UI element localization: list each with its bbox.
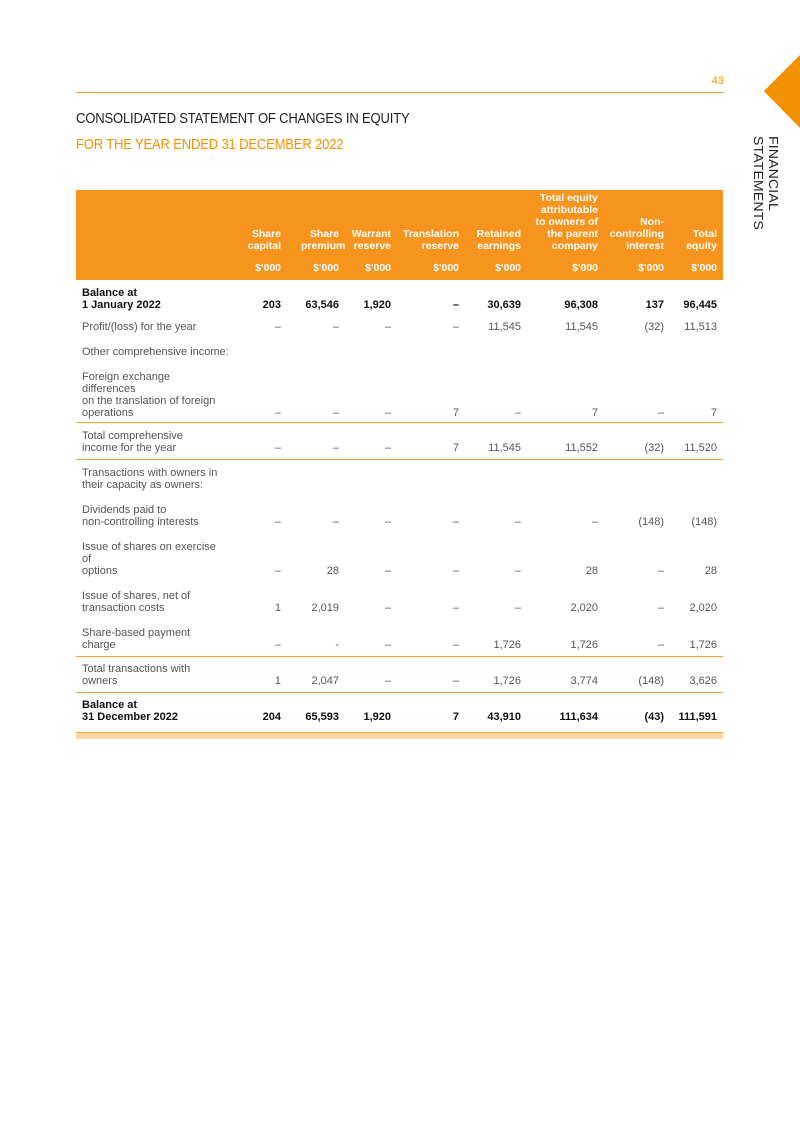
cell: (148) <box>604 657 670 693</box>
cell: 28 <box>585 565 598 577</box>
cell: 7 <box>670 361 723 423</box>
cell: – <box>514 565 521 577</box>
cell: 2,047 <box>287 657 345 693</box>
cell: 28 <box>704 565 717 577</box>
cell: – <box>332 321 339 333</box>
cell: – <box>465 361 527 423</box>
table-row-opening-balance <box>76 280 723 314</box>
header-share-premium: Share premium <box>287 190 345 256</box>
table-row-share-based-payment <box>76 617 723 657</box>
cell: – <box>274 516 281 528</box>
row-label: Balance at 31 December 2022 <box>82 699 179 723</box>
cell: – <box>452 565 459 577</box>
cell: 11,545 <box>465 423 527 460</box>
unit: $'000 <box>397 256 465 280</box>
cell: 7 <box>452 711 459 723</box>
cell: 30,639 <box>487 299 521 311</box>
table-footer-band <box>76 733 723 740</box>
header-total-equity-parent: Total equity attributable to owners of the parent company <box>527 190 604 256</box>
cell: – <box>345 657 397 693</box>
cell: 65,593 <box>305 711 339 723</box>
table-row-dividends <box>76 494 723 531</box>
row-label: Transactions with owners in their capacity as owners: <box>82 467 218 491</box>
table-row-closing-balance <box>76 693 723 733</box>
cell: – <box>345 617 397 657</box>
cell: 1,726 <box>670 617 723 657</box>
cell: – <box>228 423 287 460</box>
row-label: Issue of shares on exercise of options <box>82 541 216 577</box>
cell: 1,920 <box>363 299 391 311</box>
cell: – <box>514 516 521 528</box>
cell: – <box>228 617 287 657</box>
cell: - <box>287 617 345 657</box>
cell: 1,726 <box>465 617 527 657</box>
header-total-equity: Total equity <box>670 190 723 256</box>
cell: 11,520 <box>670 423 723 460</box>
cell: 11,513 <box>684 321 717 333</box>
table-row-exercise-options <box>76 531 723 580</box>
cell: – <box>452 299 459 311</box>
table-row-total-comprehensive <box>76 423 723 460</box>
cell: – <box>274 565 281 577</box>
table-row-transactions-heading <box>76 460 723 495</box>
header-non-controlling: Non-controlling interest <box>604 190 670 256</box>
cell: – <box>657 602 664 614</box>
row-label: Share-based payment charge <box>76 617 228 657</box>
table-row-profit <box>76 314 723 336</box>
cell: 96,308 <box>564 299 598 311</box>
cell: 2,020 <box>570 602 598 614</box>
table-row-issue-shares <box>76 580 723 617</box>
cell: 2,019 <box>311 602 339 614</box>
unit: $'000 <box>345 256 397 280</box>
row-label: Profit/(loss) for the year <box>82 321 197 333</box>
row-label: Dividends paid to non-controlling interests <box>82 504 199 528</box>
cell: – <box>384 565 391 577</box>
footer-band <box>76 733 723 740</box>
cell: 204 <box>262 711 281 723</box>
page-number: 43 <box>711 75 724 87</box>
cell: – <box>345 361 397 423</box>
unit: $'000 <box>287 256 345 280</box>
cell: – <box>604 361 670 423</box>
cell: – <box>384 321 391 333</box>
unit: $'000 <box>465 256 527 280</box>
units-blank <box>76 256 228 280</box>
row-label: Balance at 1 January 2022 <box>82 287 161 311</box>
cell: – <box>287 361 345 423</box>
cell: 96,445 <box>683 299 717 311</box>
header-share-capital: Share capital <box>228 190 287 256</box>
cell: 11,545 <box>488 321 521 333</box>
equity-table <box>76 190 723 739</box>
row-label: Other comprehensive income: <box>82 346 229 358</box>
cell: 7 <box>397 361 465 423</box>
corner-tab-bottom <box>764 91 800 128</box>
row-label: Total comprehensive income for the year <box>76 423 228 460</box>
cell: 11,545 <box>565 321 598 333</box>
cell: – <box>287 423 345 460</box>
cell: 43,910 <box>487 711 521 723</box>
cell: 1,726 <box>527 617 604 657</box>
cell: (43) <box>644 711 664 723</box>
top-rule <box>76 92 724 93</box>
table-row-fx <box>76 361 723 423</box>
page-subtitle: FOR THE YEAR ENDED 31 DECEMBER 2022 <box>76 137 344 153</box>
row-label: Foreign exchange differences on the translation of foreign operations <box>76 361 228 423</box>
row-label: Issue of shares, net of transaction costs <box>82 590 191 614</box>
unit: $'000 <box>604 256 670 280</box>
cell: – <box>514 602 521 614</box>
cell: – <box>384 602 391 614</box>
cell: 1,920 <box>363 711 391 723</box>
cell: 63,546 <box>305 299 339 311</box>
cell: – <box>604 617 670 657</box>
row-label: Total transactions with owners <box>76 657 228 693</box>
cell: 1,726 <box>465 657 527 693</box>
cell: (32) <box>604 423 670 460</box>
cell: – <box>274 321 281 333</box>
cell: (148) <box>691 516 717 528</box>
cell: 1 <box>274 602 281 614</box>
table-row-oci-heading <box>76 336 723 361</box>
cell: – <box>657 565 664 577</box>
header-row <box>76 190 723 256</box>
page-title: CONSOLIDATED STATEMENT OF CHANGES IN EQUITY <box>76 111 410 127</box>
cell: – <box>452 321 459 333</box>
table-row-total-transactions <box>76 657 723 693</box>
cell: – <box>397 657 465 693</box>
section-tab-label: FINANCIAL STATEMENTS <box>751 136 781 231</box>
cell: 111,634 <box>559 711 598 723</box>
cell: – <box>228 361 287 423</box>
unit: $'000 <box>527 256 604 280</box>
cell: – <box>591 516 598 528</box>
cell: 1 <box>228 657 287 693</box>
header-warrant-reserve: Warrant reserve <box>345 190 397 256</box>
cell: 3,626 <box>670 657 723 693</box>
unit: $'000 <box>670 256 723 280</box>
units-row <box>76 256 723 280</box>
cell: 2,020 <box>689 602 717 614</box>
cell: – <box>332 516 339 528</box>
cell: – <box>384 516 391 528</box>
header-retained-earnings: Retained earnings <box>465 190 527 256</box>
cell: – <box>345 423 397 460</box>
cell: 111,591 <box>678 711 717 723</box>
cell: – <box>452 516 459 528</box>
header-blank <box>76 190 228 256</box>
cell: 3,774 <box>527 657 604 693</box>
cell: (32) <box>644 321 664 333</box>
cell: 7 <box>397 423 465 460</box>
unit: $'000 <box>228 256 287 280</box>
cell: 203 <box>262 299 281 311</box>
cell: (148) <box>638 516 664 528</box>
cell: – <box>397 617 465 657</box>
cell: 28 <box>326 565 339 577</box>
cell: 11,552 <box>527 423 604 460</box>
cell: – <box>452 602 459 614</box>
cell: 7 <box>527 361 604 423</box>
header-translation-reserve: Translation reserve <box>397 190 465 256</box>
cell: 137 <box>645 299 664 311</box>
